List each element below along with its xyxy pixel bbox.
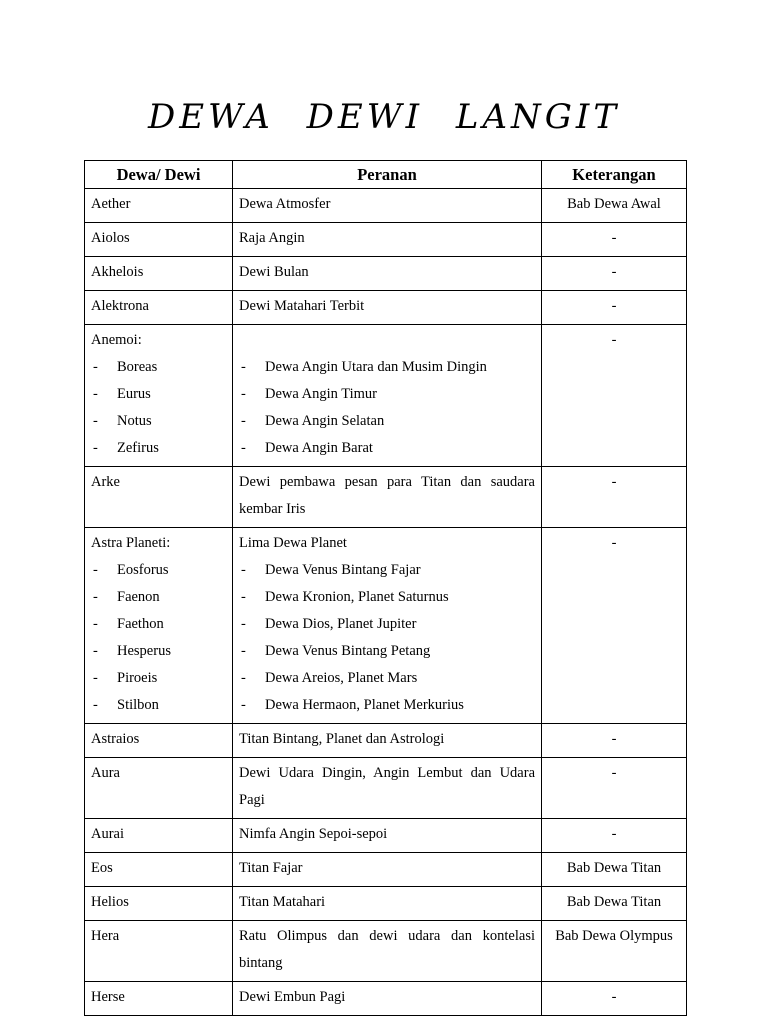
table-row — [85, 724, 687, 758]
cell-role — [233, 921, 542, 982]
dash-bullet: - — [93, 697, 98, 713]
god-name: Eos — [91, 860, 113, 876]
sub-name-item — [91, 435, 226, 462]
dash-bullet: - — [241, 589, 246, 605]
cell-note: Bab Dewa Titan — [542, 853, 687, 887]
sub-role-item — [239, 381, 535, 408]
sub-role-text: Dewa Areios, Planet Mars — [265, 670, 418, 686]
role-text: Ratu Olimpus dan dewi udara dan kontelasi bintang — [239, 928, 535, 971]
dash-bullet: - — [93, 589, 98, 605]
role-text: Dewi Udara Dingin, Angin Lembut dan Udara Pagi — [239, 765, 535, 808]
role-text: Dewi pembawa pesan para Titan dan saudara kembar Iris — [239, 474, 535, 517]
sub-role-text: Dewa Hermaon, Planet Merkurius — [265, 697, 464, 713]
sub-name-text: Eosforus — [117, 562, 169, 578]
cell-name — [85, 982, 233, 1016]
cell-role — [233, 887, 542, 921]
dash-bullet: - — [93, 413, 98, 429]
cell-note: - — [542, 325, 687, 467]
cell-role — [233, 724, 542, 758]
cell-role — [233, 853, 542, 887]
role-text: Dewi Bulan — [239, 264, 309, 280]
cell-name — [85, 189, 233, 223]
sub-role-item — [239, 584, 535, 611]
cell-name — [85, 291, 233, 325]
sub-role-item — [239, 611, 535, 638]
cell-name — [85, 758, 233, 819]
cell-name — [85, 528, 233, 724]
table-row — [85, 758, 687, 819]
cell-note: Bab Dewa Awal — [542, 189, 687, 223]
sub-name-item — [91, 611, 226, 638]
cell-role — [233, 467, 542, 528]
cell-name — [85, 887, 233, 921]
cell-note: - — [542, 223, 687, 257]
cell-note: - — [542, 257, 687, 291]
table-row — [85, 467, 687, 528]
cell-name — [85, 325, 233, 467]
god-name: Astra Planeti: — [91, 535, 171, 551]
dash-bullet: - — [241, 562, 246, 578]
sub-name-text: Faenon — [117, 589, 160, 605]
sub-role-text: Dewa Angin Selatan — [265, 413, 385, 429]
sub-name-text: Stilbon — [117, 697, 159, 713]
sub-role-text: Dewa Venus Bintang Fajar — [265, 562, 421, 578]
cell-role — [233, 291, 542, 325]
god-name: Aiolos — [91, 230, 130, 246]
god-name: Akhelois — [91, 264, 144, 280]
god-name: Hera — [91, 928, 120, 944]
table-row — [85, 982, 687, 1016]
table-header-row — [85, 161, 687, 189]
cell-role — [233, 325, 542, 467]
dash-bullet: - — [93, 643, 98, 659]
dash-bullet: - — [93, 562, 98, 578]
cell-role — [233, 528, 542, 724]
column-header-note: Keterangan — [542, 161, 687, 189]
table-row — [85, 325, 687, 467]
sub-name-item — [91, 584, 226, 611]
role-text: Lima Dewa Planet — [239, 535, 347, 551]
column-header-name: Dewa/ Dewi — [85, 161, 233, 189]
sub-name-item — [91, 408, 226, 435]
cell-role — [233, 758, 542, 819]
dash-bullet: - — [93, 616, 98, 632]
dash-bullet: - — [93, 670, 98, 686]
cell-note: - — [542, 291, 687, 325]
god-name: Aurai — [91, 826, 125, 842]
dash-bullet: - — [93, 359, 98, 375]
table-row — [85, 853, 687, 887]
cell-role — [233, 819, 542, 853]
sub-name-text: Piroeis — [117, 670, 158, 686]
sub-role-text: Dewa Angin Utara dan Musim Dingin — [265, 359, 487, 375]
table-header — [85, 161, 687, 189]
table-row — [85, 819, 687, 853]
cell-role — [233, 982, 542, 1016]
cell-role — [233, 189, 542, 223]
god-name: Aether — [91, 196, 131, 212]
sub-name-text: Hesperus — [117, 643, 171, 659]
cell-name — [85, 223, 233, 257]
dash-bullet: - — [241, 643, 246, 659]
role-text: Titan Bintang, Planet dan Astrologi — [239, 731, 445, 747]
sub-name-item — [91, 381, 226, 408]
sub-role-item — [239, 408, 535, 435]
table-row — [85, 921, 687, 982]
role-text: Nimfa Angin Sepoi-sepoi — [239, 826, 388, 842]
table-row — [85, 887, 687, 921]
god-name: Alektrona — [91, 298, 149, 314]
god-name: Anemoi: — [91, 332, 142, 348]
table-row — [85, 189, 687, 223]
god-name: Arke — [91, 474, 120, 490]
cell-note: Bab Dewa Olympus — [542, 921, 687, 982]
column-header-role: Peranan — [233, 161, 542, 189]
cell-role — [233, 223, 542, 257]
cell-note: - — [542, 758, 687, 819]
gods-table — [84, 160, 687, 1016]
dash-bullet: - — [241, 697, 246, 713]
dash-bullet: - — [93, 440, 98, 456]
sub-role-item — [239, 692, 535, 719]
table-row — [85, 528, 687, 724]
god-name: Herse — [91, 989, 125, 1005]
god-name: Astraios — [91, 731, 140, 747]
sub-name-item — [91, 638, 226, 665]
role-text: Titan Matahari — [239, 894, 326, 910]
sub-role-item — [239, 665, 535, 692]
sub-role-item — [239, 435, 535, 462]
role-text: Raja Angin — [239, 230, 305, 246]
cell-name — [85, 724, 233, 758]
table-row — [85, 223, 687, 257]
sub-name-item — [91, 557, 226, 584]
sub-role-text: Dewa Venus Bintang Petang — [265, 643, 431, 659]
sub-name-item — [91, 692, 226, 719]
sub-name-text: Boreas — [117, 359, 158, 375]
sub-name-item — [91, 354, 226, 381]
sub-role-text: Dewa Dios, Planet Jupiter — [265, 616, 417, 632]
cell-note: - — [542, 528, 687, 724]
cell-name — [85, 819, 233, 853]
sub-name-text: Notus — [117, 413, 152, 429]
role-text: Dewi Embun Pagi — [239, 989, 346, 1005]
cell-note: - — [542, 467, 687, 528]
sub-role-text: Dewa Angin Barat — [265, 440, 373, 456]
dash-bullet: - — [93, 386, 98, 402]
table-body — [85, 189, 687, 1016]
sub-name-text: Zefirus — [117, 440, 159, 456]
cell-name — [85, 257, 233, 291]
dash-bullet: - — [241, 670, 246, 686]
page-title: DEWA DEWI LANGIT — [147, 97, 621, 137]
dash-bullet: - — [241, 386, 246, 402]
cell-note: - — [542, 982, 687, 1016]
blank-line — [239, 327, 535, 354]
table-row — [85, 257, 687, 291]
cell-role — [233, 257, 542, 291]
sub-role-text: Dewa Kronion, Planet Saturnus — [265, 589, 449, 605]
cell-name — [85, 921, 233, 982]
table-row — [85, 291, 687, 325]
cell-note: - — [542, 819, 687, 853]
dash-bullet: - — [241, 440, 246, 456]
sub-role-item — [239, 638, 535, 665]
cell-note: Bab Dewa Titan — [542, 887, 687, 921]
sub-name-text: Faethon — [117, 616, 164, 632]
cell-name — [85, 467, 233, 528]
role-text: Dewa Atmosfer — [239, 196, 331, 212]
god-name: Aura — [91, 765, 120, 781]
role-text: Titan Fajar — [239, 860, 303, 876]
dash-bullet: - — [241, 616, 246, 632]
sub-name-text: Eurus — [117, 386, 151, 402]
cell-name — [85, 853, 233, 887]
dash-bullet: - — [241, 359, 246, 375]
sub-role-item — [239, 557, 535, 584]
dash-bullet: - — [241, 413, 246, 429]
sub-name-item — [91, 665, 226, 692]
god-name: Helios — [91, 894, 129, 910]
sub-role-text: Dewa Angin Timur — [265, 386, 377, 402]
role-text: Dewi Matahari Terbit — [239, 298, 365, 314]
cell-note: - — [542, 724, 687, 758]
sub-role-item — [239, 354, 535, 381]
